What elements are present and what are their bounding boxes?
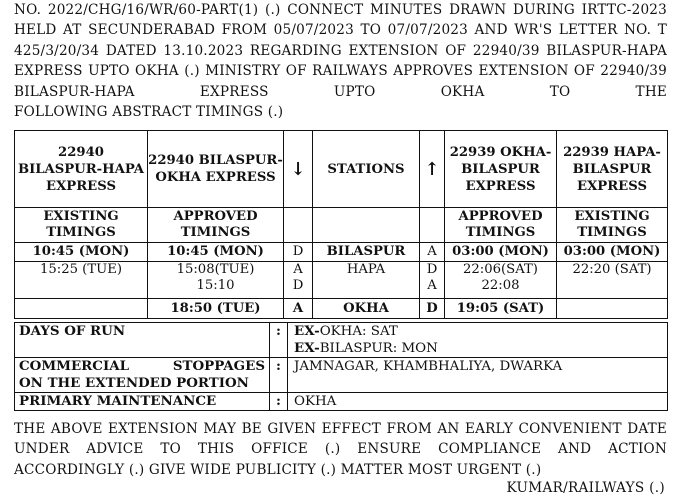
intro-text: NO. 2022/CHG/16/WR/60-PART(1) (.) CONNECT MINUTES DRAWN DURING IRTTC-2023 HELD AT SECUNDERABAD FROM 05/07/2023 TO 07/07/2023 AND WR'S LETTER NO. T 425/3/20/34 DATED 13.10.2023 REGARDING EXTENSION OF 22940/39 BILASPUR-HAPA EXPRESS UPTO OKHA (.) MINISTRY OF RAILWAYS APPROVES EXTENSION OF 22940/39 BILASPUR-HAPA EXPRESS UPTO OKHA TO THE (14, 2, 667, 100)
table-row-bilaspur (15, 243, 668, 262)
colon: : (270, 358, 288, 393)
cell-dep-arr-down: D (284, 243, 313, 262)
subheader-existing-timings-up: EXISTING TIMINGS (557, 208, 668, 243)
header-22940-bilaspur-hapa: 22940 BILASPUR-HAPA EXPRESS (15, 131, 148, 208)
timings-table (14, 130, 668, 319)
ex-prefix: EX- (294, 340, 320, 356)
maintenance-value: OKHA (288, 393, 668, 411)
down-arrow-icon: ↓ (284, 131, 313, 208)
stoppages-value: JAMNAGAR, KHAMBHALIYA, DWARKA (288, 358, 668, 393)
ex-value: BILASPUR: MON (319, 341, 438, 356)
header-22939-okha-bilaspur: 22939 OKHA-BILASPUR EXPRESS (445, 131, 557, 208)
header-22939-hapa-bilaspur: 22939 HAPA-BILASPUR EXPRESS (557, 131, 668, 208)
header-stations: STATIONS (313, 131, 420, 208)
up-arrow-icon: ↑ (420, 131, 445, 208)
info-table (14, 322, 668, 411)
table-row-okha (15, 299, 668, 319)
cell-line: A (293, 262, 303, 277)
subheader-approved-timings-down: APPROVED TIMINGS (148, 208, 284, 243)
cell-line: D (426, 262, 438, 277)
cell-approved-down: 18:50 (TUE) (148, 299, 284, 319)
cell-dep-arr-up: D (420, 299, 445, 319)
timings-header-row (15, 131, 668, 208)
subheader-blank (420, 208, 445, 243)
cell-line: 15:10 (196, 278, 235, 293)
days-ex-bilaspur (294, 340, 663, 357)
cell-approved-up: 03:00 (MON) (445, 243, 557, 262)
timings-subheader-row (15, 208, 668, 243)
cell-dep-arr-down: A (284, 299, 313, 319)
cell-existing-down: 15:25 (TUE) (15, 262, 148, 299)
cell-approved-up: 19:05 (SAT) (445, 299, 557, 319)
colon: : (270, 323, 288, 358)
days-of-run-label: DAYS OF RUN (15, 323, 270, 358)
cell-existing-down (15, 299, 148, 319)
stoppages-label-line: COMMERCIAL STOPPAGES (19, 358, 265, 374)
ex-prefix: EX- (294, 323, 320, 339)
cell-existing-up: 22:20 (SAT) (557, 262, 668, 299)
stoppages-label-line: ON THE EXTENDED PORTION (19, 375, 249, 391)
cell-dep-arr-up: A (420, 243, 445, 262)
days-of-run-value (288, 323, 668, 358)
maintenance-label: PRIMARY MAINTENANCE (15, 393, 270, 411)
cell-existing-up: 03:00 (MON) (557, 243, 668, 262)
subheader-blank (284, 208, 313, 243)
cell-existing-down: 10:45 (MON) (15, 243, 148, 262)
info-row-maintenance (15, 393, 668, 411)
subheader-existing-timings-down: EXISTING TIMINGS (15, 208, 148, 243)
subheader-approved-timings-up: APPROVED TIMINGS (445, 208, 557, 243)
cell-station: HAPA (313, 262, 420, 299)
info-row-days-of-run (15, 323, 668, 358)
cell-line: A (427, 278, 437, 293)
cell-dep-arr-down (284, 262, 313, 299)
ex-value: OKHA: SAT (319, 324, 398, 339)
intro-last-line: FOLLOWING ABSTRACT TIMINGS (.) (14, 104, 284, 121)
colon: : (270, 393, 288, 411)
cell-station: BILASPUR (313, 243, 420, 262)
header-22940-bilaspur-okha: 22940 BILASPUR-OKHA EXPRESS (148, 131, 284, 208)
intro-paragraph (14, 0, 667, 122)
closing-paragraph (14, 419, 667, 480)
cell-approved-up (445, 262, 557, 299)
cell-approved-down: 10:45 (MON) (148, 243, 284, 262)
days-ex-okha (294, 323, 663, 340)
info-row-stoppages (15, 358, 668, 393)
cell-approved-down (148, 262, 284, 299)
cell-dep-arr-up (420, 262, 445, 299)
cell-existing-up (557, 299, 668, 319)
table-row-hapa (15, 262, 668, 299)
signature: KUMAR/RAILWAYS (.) (506, 480, 665, 496)
cell-line: 22:06(SAT) (463, 262, 538, 277)
closing-text: THE ABOVE EXTENSION MAY BE GIVEN EFFECT FROM AN EARLY CONVENIENT DATE UNDER ADVICE TO THIS OFFICE (.) ENSURE COMPLIANCE AND ACTION ACCORDINGLY (.) GIVE WIDE PUBLICITY (.) MATTER MOST URGENT (.) (14, 421, 667, 478)
cell-line: 22:08 (481, 278, 520, 293)
cell-station: OKHA (313, 299, 420, 319)
cell-line: D (292, 278, 304, 293)
stoppages-label (15, 358, 270, 393)
cell-line: 15:08(TUE) (176, 262, 255, 277)
subheader-blank (313, 208, 420, 243)
